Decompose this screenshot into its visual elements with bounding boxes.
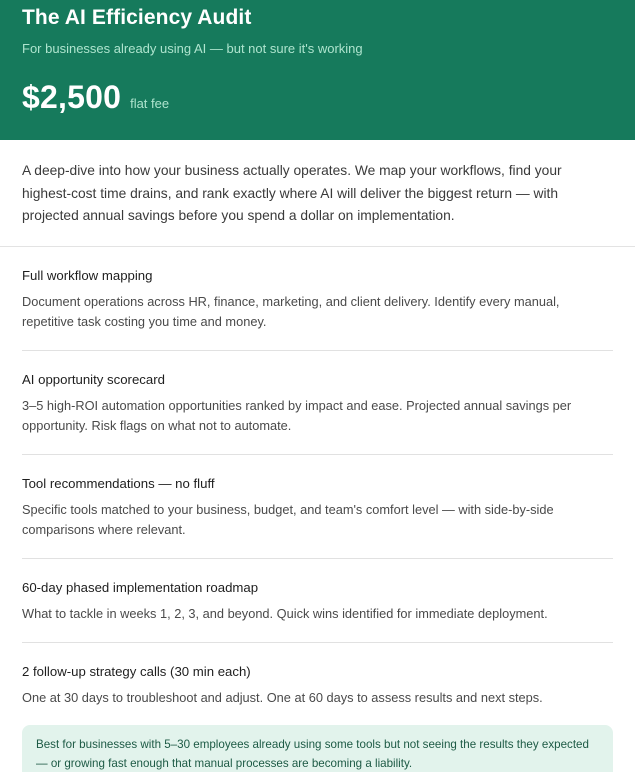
feature-description: Specific tools matched to your business, budget, and team's comfort level — with side-by-side comparisons where relevant. <box>22 501 554 537</box>
feature-title: Tool recommendations — no fluff <box>22 475 215 491</box>
pricing-header <box>0 0 635 140</box>
audience-note: Best for businesses with 5–30 employees already using some tools but not seeing the results they expected — or growing fast enough that manual processes are becoming a liability. <box>22 725 613 772</box>
feature-description: What to tackle in weeks 1, 2, 3, and beyond. Quick wins identified for immediate deployment. <box>22 605 548 621</box>
feature-description: 3–5 high-ROI automation opportunities ranked by impact and ease. Projected annual savings per opportunity. Risk flags on what not to automate. <box>22 397 572 433</box>
feature-title: Full workflow mapping <box>22 267 153 283</box>
feature-item-implementation-roadmap <box>22 559 613 643</box>
feature-title: 2 follow-up strategy calls (30 min each) <box>22 663 251 679</box>
feature-title: 60-day phased implementation roadmap <box>22 579 259 595</box>
page-title: The AI Efficiency Audit <box>22 6 252 29</box>
price-note: flat fee <box>130 96 170 111</box>
feature-item-workflow-mapping <box>22 247 613 351</box>
feature-description: One at 30 days to troubleshoot and adjust. One at 60 days to assess results and next steps. <box>22 689 543 705</box>
feature-item-strategy-calls <box>22 643 613 722</box>
price-row <box>22 80 613 114</box>
feature-item-opportunity-scorecard <box>22 351 613 455</box>
price-amount: $2,500 <box>22 79 122 115</box>
feature-description: Document operations across HR, finance, marketing, and client delivery. Identify every manual, repetitive task costing you time and money. <box>22 293 560 329</box>
intro-text: A deep-dive into how your business actually operates. We map your workflows, find your highest-cost time drains, and rank exactly where AI will deliver the biggest return — with projected annual savings before you spend a dollar on implementation. <box>0 140 635 247</box>
feature-list <box>0 247 635 722</box>
feature-item-tool-recommendations <box>22 455 613 559</box>
page-subtitle: For businesses already using AI — but not sure it's working <box>22 41 363 56</box>
feature-title: AI opportunity scorecard <box>22 371 165 387</box>
